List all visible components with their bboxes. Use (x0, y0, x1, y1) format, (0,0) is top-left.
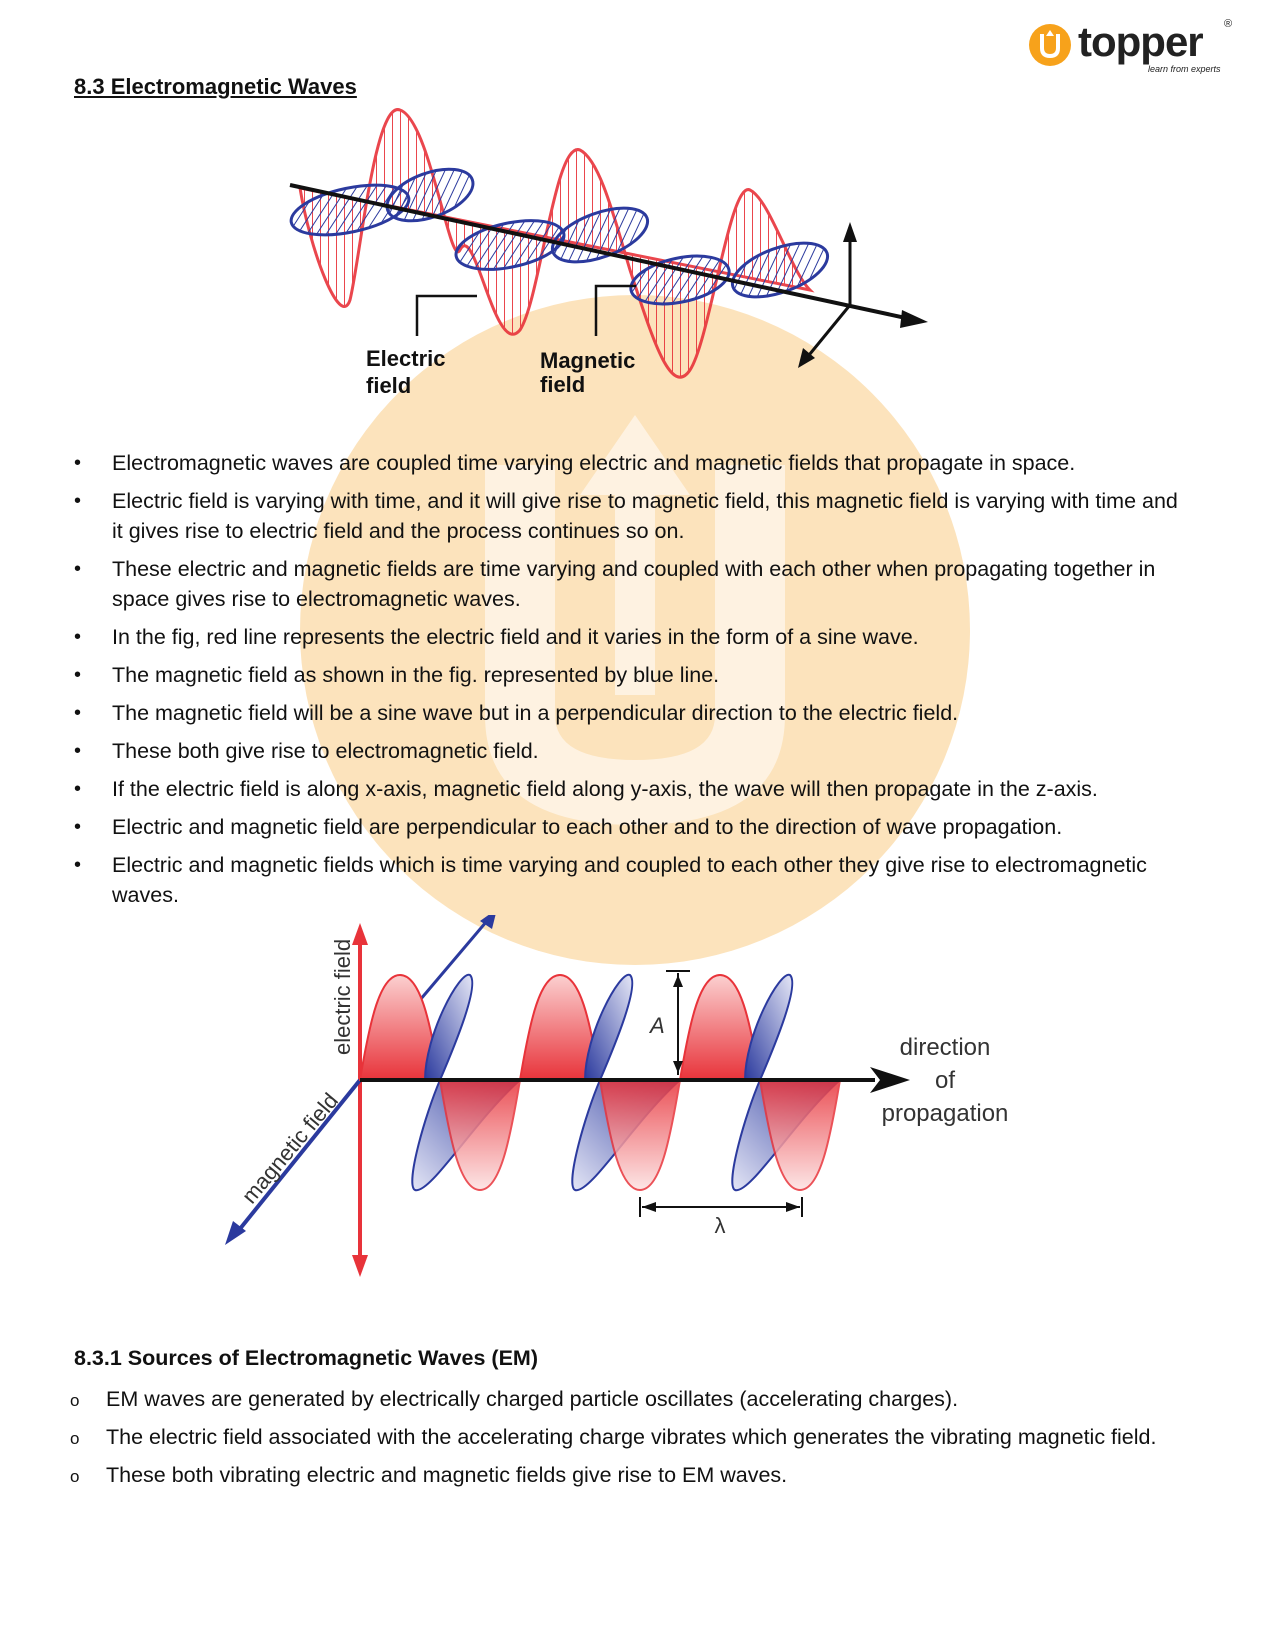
depth-axis-arrow (805, 305, 850, 360)
electric-field-axis-label: electric field (330, 938, 355, 1055)
list-item: o These both vibrating electric and magnetic fields give rise to EM waves. (68, 1460, 1198, 1490)
em-wave-figure-1 (280, 100, 1000, 420)
list-item: • Electric and magnetic field are perpendicular to each other and to the direction of wave propagation. (74, 812, 1194, 842)
em-wave-figure-2 (220, 915, 1080, 1310)
magnetic-label-leader (596, 286, 636, 336)
subsection-title: 8.3.1 Sources of Electromagnetic Waves (EM) (74, 1346, 538, 1370)
list-item: • These electric and magnetic fields are time varying and coupled with each other when propagating together in space gives rise to electromagnetic waves. (74, 554, 1194, 614)
electric-label-line1: Electric (366, 346, 446, 371)
direction-label-line1: direction (899, 1034, 991, 1061)
list-item: • Electromagnetic waves are coupled time varying electric and magnetic fields that propagate in space. (74, 448, 1194, 478)
brand-tagline: learn from experts (1148, 64, 1221, 74)
list-item: • In the fig, red line represents the electric field and it varies in the form of a sine wave. (74, 622, 1194, 652)
list-item: • Electric field is varying with time, and it will give rise to magnetic field, this magnetic field is varying with time and it gives rise to electric field and the process continues so on. (74, 486, 1194, 546)
list-item: • The magnetic field as shown in the fig. represented by blue line. (74, 660, 1194, 690)
magnetic-label-line1: Magnetic (540, 348, 636, 373)
topper-logo (1028, 18, 1238, 80)
wavelength-label: λ (714, 1213, 726, 1238)
electric-label-line2: field (366, 373, 412, 398)
list-item: o The electric field associated with the accelerating charge vibrates which generates the vibrating magnetic field. (68, 1422, 1198, 1452)
list-item: • These both give rise to electromagnetic field. (74, 736, 1194, 766)
direction-label-line2: of (934, 1067, 956, 1094)
magnetic-label-line2: field (540, 372, 586, 397)
em-wave-bullet-list (74, 448, 1194, 918)
magnetic-field-axis-label: magnetic field (236, 1088, 344, 1209)
list-item: • Electric and magnetic fields which is time varying and coupled to each other they give rise to electromagnetic waves. (74, 850, 1194, 910)
sources-list (68, 1384, 1198, 1498)
list-item: • If the electric field is along x-axis, magnetic field along y-axis, the wave will then propagate in the z-axis. (74, 774, 1194, 804)
direction-label-line3: propagation (881, 1100, 1009, 1127)
page-title: 8.3 Electromagnetic Waves (74, 74, 357, 99)
list-item: • The magnetic field will be a sine wave but in a perpendicular direction to the electric field. (74, 698, 1194, 728)
brand-name: topper (1078, 18, 1203, 65)
electric-label-leader (417, 296, 477, 336)
registered-mark: ® (1224, 18, 1233, 30)
amplitude-label: A (650, 1013, 665, 1038)
list-item: o EM waves are generated by electrically charged particle oscillates (accelerating charges). (68, 1384, 1198, 1414)
